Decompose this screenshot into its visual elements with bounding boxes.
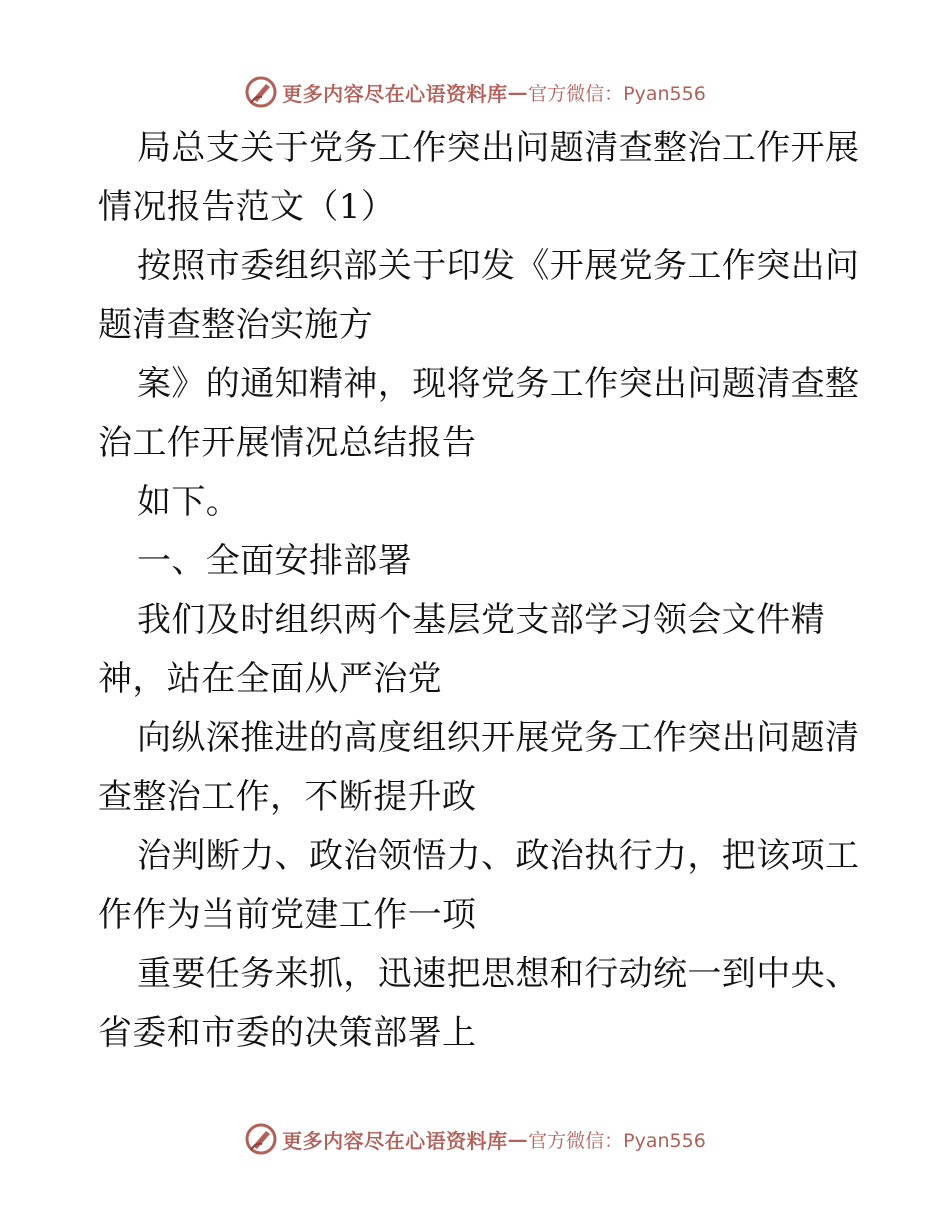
header-site-text: 更多内容尽在心语资料库 xyxy=(282,81,508,106)
footer-watermark xyxy=(0,1119,950,1159)
header-watermark xyxy=(0,72,950,112)
doc-line: 案》的通知精神，现将党务工作突出问题清查整 xyxy=(137,364,860,404)
footer-site-text: 更多内容尽在心语资料库 xyxy=(282,1128,508,1153)
doc-line: 如下。 xyxy=(137,482,241,522)
doc-line: 我们及时组织两个基层党支部学习领会文件精 xyxy=(137,600,825,640)
doc-line: 神，站在全面从严治党 xyxy=(98,659,442,699)
header-dash: — xyxy=(507,80,529,104)
header-wechat-text: 官方微信：Pyan556 xyxy=(528,82,706,105)
doc-line: 向纵深推进的高度组织开展党务工作突出问题清 xyxy=(137,718,860,758)
doc-line: 治工作开展情况总结报告 xyxy=(98,423,477,463)
footer-wechat-text: 官方微信：Pyan556 xyxy=(528,1129,706,1152)
doc-line: 题清查整治实施方 xyxy=(98,305,374,345)
doc-line: 作作为当前党建工作一项 xyxy=(98,895,477,935)
brand-logo-icon xyxy=(244,1122,278,1156)
doc-line: 治判断力、政治领悟力、政治执行力，把该项工 xyxy=(137,836,860,876)
footer-dash: — xyxy=(507,1127,529,1151)
doc-line: 重要任务来抓，迅速把思想和行动统一到中央、 xyxy=(137,954,860,994)
doc-line: 按照市委组织部关于印发《开展党务工作突出问 xyxy=(137,246,860,286)
doc-line: 查整治工作，不断提升政 xyxy=(98,777,477,817)
doc-line: 省委和市委的决策部署上 xyxy=(98,1013,477,1053)
doc-line: 一、全面安排部署 xyxy=(137,541,413,581)
doc-line: 局总支关于党务工作突出问题清查整治工作开展 xyxy=(137,128,860,168)
doc-line: 情况报告范文（1） xyxy=(98,187,396,227)
brand-logo-icon xyxy=(244,75,278,109)
